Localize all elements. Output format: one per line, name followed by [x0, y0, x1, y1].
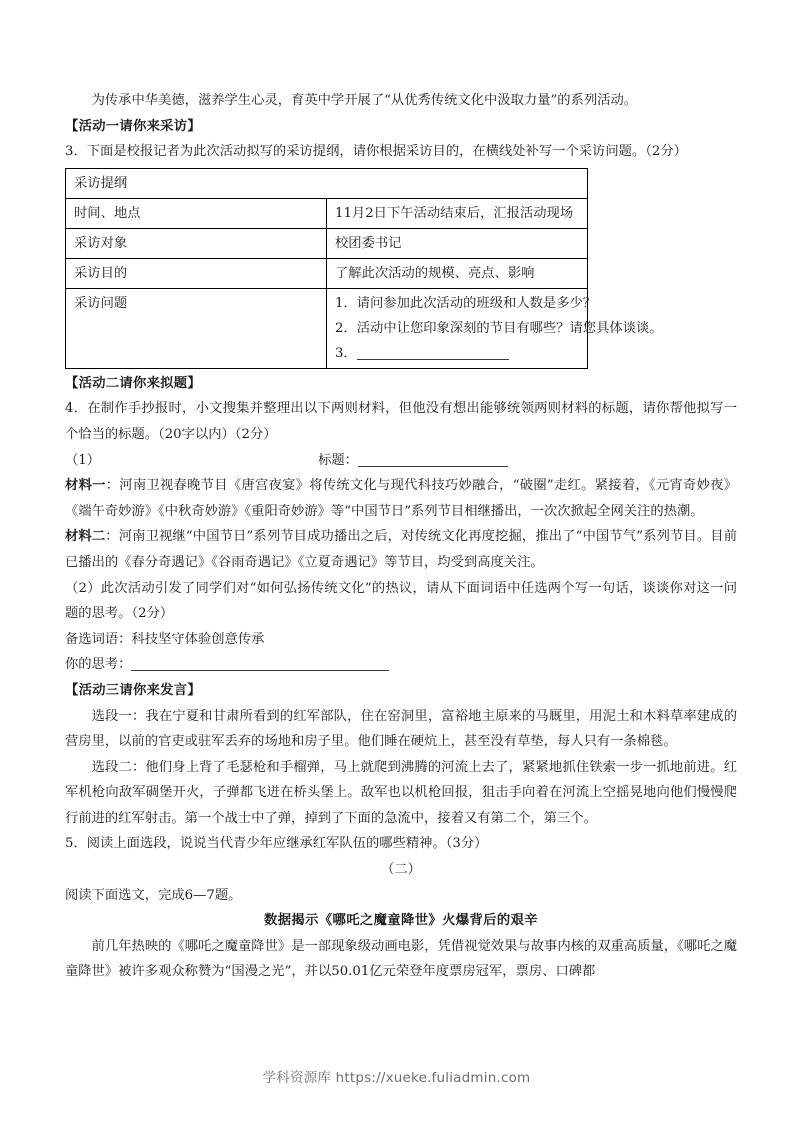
- material-two-text: 河南卫视继“中国节日”系列节目成功播出之后，对传统文化再度挖掘，推出了“中国节气”系列节目。目前已播出的《春分奇遇记》《谷雨奇遇记》《立夏奇遇记》等节目，均受到高度关注。: [65, 529, 738, 570]
- interview-question-3-number: 3．: [335, 345, 357, 361]
- word-bank-label: 备选词语：: [65, 631, 132, 647]
- material-one-separator: ：: [105, 478, 120, 494]
- row-label-time-place: 时间、地点: [66, 198, 327, 228]
- material-two-separator: ：: [105, 529, 119, 545]
- row-label-interviewee: 采访对象: [66, 228, 327, 258]
- your-thought-label: 你的思考：: [65, 657, 132, 673]
- your-thought-blank[interactable]: [131, 656, 389, 671]
- word-bank-value: 科技坚守体验创意传承: [131, 631, 265, 647]
- question-4-sub2: （2）此次活动引发了同学们对“如何弘扬传统文化”的热议，请从下面词语中任选两个写一句话，谈谈你对这一问题的思考。（2分）: [65, 580, 737, 622]
- article-title: 数据揭示《哪吒之魔童降世》火爆背后的艰辛: [264, 913, 538, 929]
- table-caption-cell: 采访提纲: [66, 168, 588, 198]
- excerpt-one-label: 选段一：: [91, 708, 146, 724]
- row-label-questions: 采访问题: [66, 288, 327, 368]
- excerpt-one: [65, 704, 737, 755]
- row-value-purpose: 了解此次活动的规模、亮点、影响: [327, 258, 588, 288]
- question-4: 4．在制作手抄报时，小文搜集并整理出以下两则材料，但他没有想出能够统领两则材料的标题，请你帮他拟写一个恰当的标题。（20字以内）（2分）: [65, 401, 737, 442]
- row-value-time-place: 11月2日下午活动结束后，汇报活动现场: [327, 198, 588, 228]
- section-two-marker: （二）: [381, 862, 421, 878]
- table-row: [66, 258, 588, 288]
- excerpt-two-label: 选段二：: [91, 759, 146, 775]
- row-value-interviewee: 校团委书记: [327, 228, 588, 258]
- your-thought-line: [65, 652, 737, 678]
- interview-question-3: [335, 341, 580, 366]
- material-one-label: 材料一: [65, 478, 106, 494]
- interview-question-2: 2．活动中让您印象深刻的节目有哪些？请您具体谈谈。: [335, 320, 663, 336]
- activity-three-heading: 【活动三请你来发言】: [65, 682, 201, 698]
- excerpt-two-text: 他们身上背了毛瑟枪和手榴弹，马上就爬到沸腾的河流上去了，紧紧地抓住铁索一步一抓地前进。红军机枪向敌军碉堡开火，子弹都飞迸在桥头堡上。敌军也以机枪回报，狙击手向着在河流上空摇晃地向他们慢慢爬行前进的红军射击。第一个战士中了弹，掉到了下面的急流中，接着又有第二个，第三个。: [65, 759, 737, 826]
- table-row: [66, 288, 588, 368]
- intro-paragraph: 为传承中华美德，滋养学生心灵，育英中学开展了“从优秀传统文化中汲取力量”的系列活动。: [91, 93, 638, 108]
- interview-question-1: 1．请问参加此次活动的班级和人数是多少？: [335, 295, 597, 311]
- question-5: 5．阅读上面选段，说说当代青少年应继承红军队伍的哪些精神。（3分）: [65, 836, 488, 852]
- section-two-instruction: 阅读下面选文，完成6—7题。: [65, 887, 242, 903]
- title-label: 标题：: [318, 452, 358, 468]
- table-row: [66, 228, 588, 258]
- activity-one-heading: 【活动一请你来采访】: [65, 118, 201, 134]
- table-row: [66, 198, 588, 228]
- material-one: [65, 473, 737, 524]
- question-3: 3．下面是校报记者为此次活动拟写的采访提纲，请你根据采访目的，在横线处补写一个采访问题。（2分）: [65, 144, 687, 160]
- material-two-label: 材料二: [65, 529, 106, 545]
- activity-two-heading: 【活动二请你来拟题】: [65, 375, 201, 391]
- interview-outline-table: [65, 168, 663, 369]
- table-row: [66, 168, 588, 198]
- question-4-sub1-line: [65, 448, 737, 474]
- excerpt-two: [65, 755, 737, 832]
- row-value-questions: [327, 288, 663, 368]
- article-paragraph-1: 前几年热映的《哪吒之魔童降世》是一部现象级动画电影，凭借视觉效果与故事内核的双重高质量，《哪吒之魔童降世》被许多观众称赞为“国漫之光”，并以50.01亿元荣登年度票房冠军，票房、口碑都: [65, 938, 737, 980]
- sub1-marker: （1）: [65, 452, 101, 468]
- excerpt-one-text: 我在宁夏和甘肃所看到的红军部队，住在窑洞里，富裕地主原来的马厩里，用泥土和木料草率建成的营房里，以前的官吏或驻军丢弃的场地和房子里。他们睡在硬炕上，甚至没有草垫，每人只有一条棉毯。: [65, 708, 737, 750]
- material-two: [65, 524, 737, 575]
- interview-question-3-blank[interactable]: [357, 345, 509, 360]
- material-one-text: 河南卫视春晚节目《唐宫夜宴》将传统文化与现代科技巧妙融合，“破圈”走红。紧接着，《元宵奇妙夜》《端午奇妙游》《中秋奇妙游》《重阳奇妙游》等“中国节日”系列节目相继播出，一次次掀起全网关注的热潮。: [65, 478, 738, 519]
- footer-watermark: 学科资源库 https://xueke.fuliadmin.com: [262, 1070, 531, 1086]
- row-label-purpose: 采访目的: [66, 258, 327, 288]
- word-bank-line: [65, 627, 737, 653]
- title-answer-blank[interactable]: [358, 452, 508, 467]
- document-body: [65, 88, 737, 985]
